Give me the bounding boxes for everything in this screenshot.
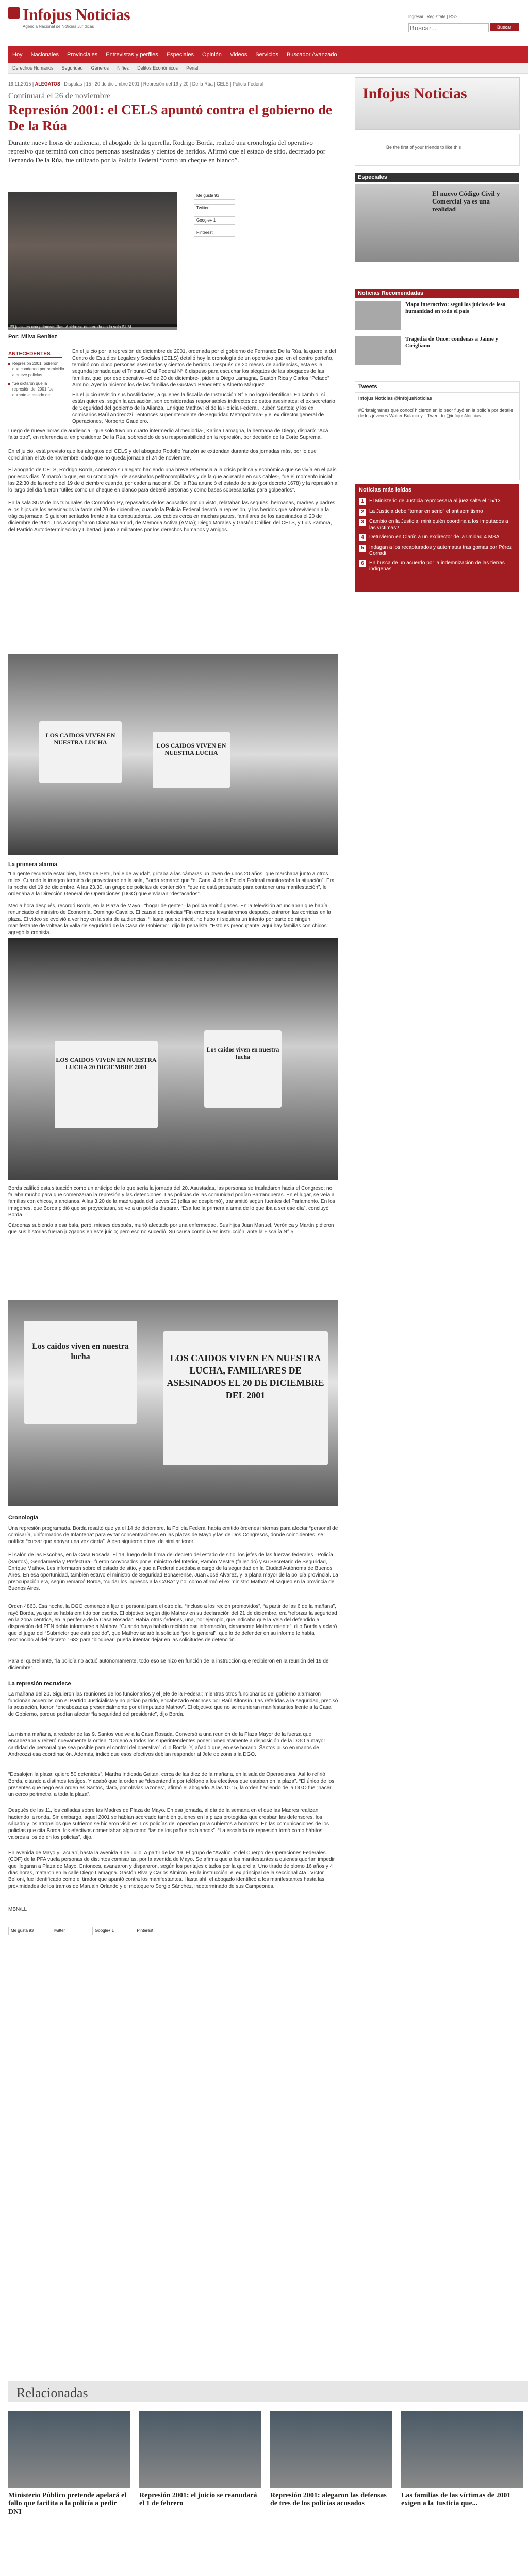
- body-paragraph: Borda calificó esta situación como un anticipo de lo que sería la jornada del 20. Asustadas, las personas se trasladaron hacia el Congreso: no fallaba mucho para que comenzaran la represión y las detenciones. Las policías de las comunidad podían Barranqueras. En el lugar, se veía a familias con chicos, a ancianos. A las 3.20 de la madrugada del jueves 20 (ellas se desplomó), transmitió según fuentes del Parlamento. En los imagenes, que Borda pidió que se proyectaran, se ve a un policía disparar. “Esa fue la primera alarma de lo que iba a ser ese día”, concluyó Borda.: [8, 1185, 335, 1218]
- most-read-item[interactable]: 2 La Justicia debe "tomar en serio" el antisemitismo: [359, 509, 515, 516]
- related-item[interactable]: [270, 2411, 392, 2508]
- nav-item[interactable]: Hoy: [12, 52, 23, 58]
- antecedente-link[interactable]: “Se dictaron que la represión del 2001 fue durante el estado de...: [8, 381, 65, 398]
- recommended-title[interactable]: Mapa interactivo: seguí los juicios de lesa humanidad en todo el país: [405, 301, 506, 314]
- related-item-title[interactable]: Las familias de las víctimas de 2001 exigen a la Justicia que...: [401, 2492, 511, 2507]
- tweet-text[interactable]: #Cristalgraínes que conocí hicieron en lo peor fluyó en la policía por detalle de los jóvenes Walter Bulacio y... Tweet to @infojusNoticias: [358, 408, 514, 418]
- body-paragraph: La misma mañana, alrededor de las 9. Santos vuelve a la Casa Rosada. Conversó a una reunión de la Plaza Mayor de la fuerza que encabezaba y reiteró nuevamente la orden: “Ordenó a todos los superintendentes poner inmediatamente a disposición de la DGO a mayor cantidad de personal que sea posible para el control del operativo”, dijo Borda. Y, añadió que, en ese horario, Santos puso en manos de Andreozzi esa coordinación. Además, indicó que esos efectivos debían responder al Jefe de zona a la DGO.: [8, 1732, 325, 1757]
- signature: MBN/LL: [8, 1907, 27, 1912]
- body-paragraph: Luego de nueve horas de audiencia –que sólo tuvo un cuarto intermedio al mediodía-, Karina Lamagna, la hermana de Diego, disparó: “Acá falta otro”, en referencia al ex presidente De la Rúa, sobreseído de su responsabilidad en la represión, por decisión de la Corte Suprema.: [8, 428, 328, 440]
- related-item-title[interactable]: Represión 2001: alegaron las defensas de tres de los policías acusados: [270, 2492, 387, 2507]
- nav-item[interactable]: Provinciales: [67, 52, 98, 58]
- breadcrumb-tags[interactable]: Disputas | 15 | 20 de diciembre 2001 | Represión del 19 y 20 | De la Rúa | CELS | Policía Federal: [64, 81, 263, 87]
- most-read-item[interactable]: 1 El Ministerio de Justicia reprocesará al juez salta el 15/13: [359, 498, 515, 505]
- googleplus-button[interactable]: Google+ 1: [92, 1927, 131, 1935]
- body-paragraph: En avenida de Mayo y Tacuarí, hasta la avenida 9 de Julio. A partir de las 19. El grupo de “Avalúo 5” del Cuerpo de Operaciones Federales (COF) de la PFA vuela personas de distintos comisarías, por la avenida de Mayo. Se afirma que a los manifestantes a quienes querían impedir que llegaran a Plaza de Mayo. Entonces, avanzaron y dispararon, según los peritajes citados por la querella. Uno tirado de plomo 16 años y 4 días horas, mataron en la calle Diego Lamagna. Gastón Riva y Carlos Almirón. En la instrucción, el ex principal de la seccional 4ta., Víctor Belloni, fue identificado como el tirador que apuntó contra los manifestantes. Hasta ahí, el abogado identificó a los manifestantes hasta las proximidades de los tramos de Maruain Orlando y el motoquero Sergio Sánchez, indeterminado de sus Campeones.: [8, 1850, 335, 1889]
- article-photo[interactable]: [8, 1300, 338, 1506]
- body-paragraph: Cárdenas subiendo a esa bala, peró, mieses después, murió afectado por una enfermedad. Sus hijos Juan Manuel, Verónica y Martín pidieron que sus historias fueran juzgados en este juicio; pero eso no sucedió. Su causa continúa en instrucción, ante la Fiscalía N° 5.: [8, 1223, 334, 1235]
- article-lead: Durante nueve horas de audiencia, el abogado de la querella, Rodrigo Borda, realizó una cronología del operativo represivo que terminó con cinco personas asesinadas y cientos de heridos. Afirmó que el estado de sitio, decretado por Fernando De la Rúa, fue utilizado por la Policía Federal “como un cheque en blanco”.: [8, 139, 326, 164]
- subnav-item[interactable]: Derechos Humanos: [12, 65, 54, 71]
- related-image[interactable]: [401, 2411, 523, 2488]
- facebook-box[interactable]: [355, 134, 520, 166]
- especial-item[interactable]: [355, 184, 519, 215]
- share-box-bottom: [8, 1927, 173, 1939]
- related-item-title[interactable]: Represión 2001: el juicio se reanudará el 1 de febrero: [139, 2492, 257, 2507]
- body-paragraph: En el juicio revisión sus hostilidades, a quienes la fiscalía de Instrucción N° 5 no logró identificar. En cambio, sí están quienes, según la acusación, son consideradas responsables indirectos de estos asesinatos: el ex secretario de Seguridad del gobierno de la Alianza, Enrique Mathov; el de la Policía Federal, Rubén Santos; y los ex comisarios Raúl Andreozzi –entonces superintendente de Seguridad Metropolitana- y el ex director general de Operaciones, Norberto Gaudiero.: [72, 392, 335, 425]
- article-photo[interactable]: [8, 654, 338, 855]
- pinterest-button[interactable]: Pinterest: [194, 229, 235, 237]
- tweets-box: [355, 381, 520, 480]
- recommended-image[interactable]: [355, 301, 401, 330]
- facebook-box-text: Be the first of your friends to like this: [386, 145, 461, 150]
- continuation-label: Continuará el 26 de noviembre: [8, 92, 111, 100]
- body-paragraph: “La gente recuerda estar bien, hasta de Petri, baile de ayudal”, gritaba a las cámaras un joven de unos 20 años, que marchaba junto a otros miles. Cuando la imagen terminó de proyectarse en la sala, Borda remarcó que “el Canal 4 de la Policía Federal monitoreaba la situación”. Era la noche del 19 de diciembre. A las 23.30, un grupo de policías de contención, “que no está preparado para contener una manifestación”, le ordenaba a la Dirección General de Operaciones (DGO) que enviaran “destacados”.: [8, 871, 335, 897]
- most-read-heading: Noticias más leídas: [355, 484, 519, 496]
- related-item-title[interactable]: Ministerio Público pretende apelará el fallo que facilita a la policía a pedir DNI: [8, 2492, 127, 2516]
- most-read-item[interactable]: 4 Detuvieron en Clarín a un exdirector de la Unidad 4 MSA: [359, 534, 515, 541]
- body-paragraph: En la sala SUM de los tribunales de Comodoro Py, repasados de los acusados por un visto, relataban las sequías, hermanas, madres y padres e los hijos de los asesinados la tarde del 20 de diciembre, cuando la Policía Federal desató la represión, y los heridos que sobrevivieron a la trágica jornada. Siguieron sentados frente a las computadoras. Los cables cerca en muchas partes, familiares de los asesinados el 20 de diciembre de 2001. Los acompañaron Diana Malamud, de Memoria Activa (AMIA); Diego Morales y Gastón Chillier, del CELS, y Luis Zamora, del Partido Autodeterminación y Libertad, junto a militantes por los derechos humanos y amigos.: [8, 500, 336, 533]
- section-heading: La primera alarma: [8, 861, 57, 868]
- main-photo[interactable]: [8, 192, 177, 327]
- section-heading: Cronología: [8, 1515, 39, 1521]
- facebook-like-button[interactable]: Me gusta 93: [8, 1927, 47, 1935]
- most-read-item[interactable]: 5 Indagan a los recapturados y automatas tras gomas por Pérez Corradi: [359, 545, 515, 557]
- related-title: Relacionadas: [16, 2385, 88, 2400]
- shirt-text: LOS CAIDOS VIVEN EN NUESTRA LUCHA: [39, 721, 122, 783]
- related-item[interactable]: [139, 2411, 261, 2508]
- most-read-item[interactable]: 3 Cambio en la Justicia: mirá quién coordina a los imputados a las víctimas?: [359, 519, 515, 531]
- recommended-title[interactable]: Tragedia de Once: condenas a Jaime y Cirigliano: [405, 336, 499, 349]
- sidebar-heading-especiales: Especiales: [355, 173, 519, 182]
- related-image[interactable]: [139, 2411, 261, 2488]
- body-paragraph: El salón de las Escobas, en la Casa Rosada. El 19, luego de la firma del decreto del estado de sitio, los jefes de las fuerzas federales –Policía (Santos), Gendarmería y Prefectura– fueron convocados por el ministro del Interior, Ramón Mestre (fallecido) y su Secretario de Seguridad, Enrique Mathov. Les informaron sobre el estado de sitio, y que a Federal quedaba a cargo de la seguridad en la Ciudad Autónoma de Buenos Aires. En esa oportunidad, también estuvo el ministro de Seguridad Bonaerense, Juan José Álvarez, y la plana mayor de la policía provincial. La preocupación era, según remarcó Borda, “cuidar los ingresos a la CABA” y no, como afirmó el ex ministro Mathov, el saqueo en la provincia de Buenos Aires.: [8, 1552, 338, 1591]
- body-paragraph: “Desalojen la plaza, quiero 50 detenidos”, Martha Indicada Gaitan, cerca de las diez de la mañana, en la sala de Operaciones. Así lo refirió Borda, citando a distintos testigos. Y acabó que la orden se “desentendía por teléfono a los efectivos que estaban en la plaza”. “El único de los presentes que negó esa orden es Santos, claro, por obvias razones”, afirmó el abogado. A las 10.15, la orden haciendo de la DGO fue “hacer un cerco perimetral a toda la plaza”.: [8, 1772, 335, 1798]
- related-image[interactable]: [8, 2411, 130, 2488]
- sidebar-ad-logo: Infojus Noticias: [362, 85, 467, 102]
- section-heading: La represión recrudece: [8, 1681, 71, 1687]
- shirt-text: LOS CAIDOS VIVEN EN NUESTRA LUCHA: [153, 732, 230, 788]
- breadcrumb: 19.11.2015 | ALEGATOS | Disputas | 15 | 20 de diciembre 2001 | Represión del 19 y 20 | De la Rúa | CELS | Policía Federal: [8, 81, 338, 89]
- search-input[interactable]: [408, 23, 489, 32]
- googleplus-button[interactable]: Google+ 1: [194, 216, 235, 225]
- antecedentes-list: [8, 361, 65, 401]
- nav-item[interactable]: Especiales: [166, 52, 194, 58]
- body-paragraph: Después de las 11, los calladas sobre las Madres de Plaza de Mayo. En esa jornada, al día de la semana en el que las Madres realizan haciendo la ronda. Sin embargo, aquel 2001 se habían acercado también quienes en la plaza protegidas que creaban las defensores, los sábado y los atropellos que sufrieron se hicieron visibles. Los policías del operativo para cubiertos a hombros: En las comunicaciones de los policías que cita Borda, los efectivos comentaban algo como “las de los pañuelos blancos”. “La escalada de represión tomó como hábitos valores a los de en los policías”, dijo.: [8, 1808, 329, 1840]
- subnav-item[interactable]: Delitos Económicos: [137, 65, 178, 71]
- twitter-button[interactable]: Twitter: [51, 1927, 90, 1935]
- subnav-item[interactable]: Penal: [186, 65, 199, 71]
- sidebar-ad[interactable]: [355, 77, 520, 130]
- pinterest-button[interactable]: Pinterest: [135, 1927, 174, 1935]
- tweets-user[interactable]: Infojus Noticias @infojusNoticias: [358, 396, 432, 401]
- body-paragraph: Una represión programada. Borda resaltó que ya el 14 de diciembre, la Policía Federal había emitido órdenes internas para afectar “personal de comisaría, uniformados de Infantería” para evitar concentraciones en las plazas de Mayo y las de Dos Congresos, donde coincidentes, se notifica “cursar que apoyar una vez cierta”. A eso siguieron otras, de similar tenor.: [8, 1526, 338, 1545]
- search-button[interactable]: Buscar: [490, 23, 519, 31]
- nav-item[interactable]: Servicios: [255, 52, 278, 58]
- sidebar-heading-recomendadas: Noticias Recomendadas: [355, 289, 519, 298]
- most-read-box: [355, 484, 519, 592]
- main-nav: [8, 46, 528, 63]
- logo[interactable]: [23, 5, 130, 29]
- shirt-text: LOS CAIDOS VIVEN EN NUESTRA LUCHA, FAMILIARES DE ASESINADOS EL 20 DE DICIEMBRE DEL 2001: [163, 1331, 328, 1465]
- twitter-button[interactable]: Twitter: [194, 204, 235, 212]
- shirt-text: LOS CAIDOS VIVEN EN NUESTRA LUCHA 20 DICIEMBRE 2001: [55, 1041, 158, 1128]
- especial-title[interactable]: El nuevo Código Civil y Comercial ya es una realidad: [432, 190, 500, 213]
- body-paragraph: El abogado de CELS, Rodrigo Borda, comenzó su alegato haciendo una breve referencia a la crisis política y económica que se vivía en el país por esos días. Y marcó lo que, en su cronología –de asesinatos petitocomplitados y de la que acusarán en sus cables-, fue el momento inicial: las 22:30 de la noche del 19 de diciembre cuando, por cadena nacional, De la Rúa anunció el estado de sitio (por decreto 1678) y la represión a lo largo del día fueron “útiles como un cheque en blanco para deberé personas y como bases sobresaltarlas para golpearlos”.: [8, 467, 338, 493]
- sub-nav: [8, 63, 528, 74]
- tweets-heading: Tweets: [355, 382, 519, 393]
- photo-caption: El juicio es una primeras lilas. Abiria: se desarrolla en la sala SUM: [8, 324, 177, 330]
- subnav-item[interactable]: Seguridad: [61, 65, 83, 71]
- related-item[interactable]: [401, 2411, 523, 2508]
- shirt-text: Los caidos viven en nuestra lucha: [204, 1030, 282, 1108]
- recommended-image[interactable]: [355, 336, 401, 365]
- author: Por: Milva Benítez: [8, 334, 57, 340]
- nav-item[interactable]: Entrevistas y perfiles: [106, 52, 158, 58]
- nav-item[interactable]: Opinión: [202, 52, 222, 58]
- body-paragraph: En el juicio, está previsto que los alegatos del CELS y del abogado Rodolfo Yanzón se extiendan durante dos jornadas más, por lo que concluirían el 26 de noviembre, dado que no queda jornada el 24 de noviembre.: [8, 449, 317, 461]
- nav-item[interactable]: Nacionales: [30, 52, 59, 58]
- related-image[interactable]: [270, 2411, 392, 2488]
- recommended-item[interactable]: [355, 336, 519, 367]
- top-links[interactable]: Ingresar | Registrate | RSS: [408, 14, 458, 19]
- breadcrumb-date: 19.11.2015: [8, 81, 31, 87]
- body-paragraph: Orden 4863. Esa noche, la DGO comenzó a fijar el personal para el otro día, “incluso a los recién promovidos”, “a partir de las 6 de la mañana”, rayó Borda, ya que se había emitido por escrito. El objetivo: según dijo Mathov en su declaración del 21 de diciembre, era “reforzar la seguridad en la zona céntrica, en la periferia de la Casa Rosada”. Había otras órdenes, una, por ejemplo, que indicaba que la Vela del defendido a disposición del PEN debía informarse a Mathov. “Cuando haya habido recibido esa información, claramente Mathov miente”, dijo Borda y aclaró que el jugar del “Subrrictor que está pedido”, que Mathov aclaró la solicitud “por lo general”, que lo de defender en su informe le había reconocido al del decreto 1682 para “bloquear” pueda intentar dejar en las solicitudes de detención.: [8, 1604, 337, 1643]
- recommended-item[interactable]: [355, 301, 519, 332]
- antecedente-link[interactable]: Represión 2001: pidieron que condenen por homicidio a nueve policías: [8, 361, 65, 378]
- subnav-item[interactable]: Niñez: [117, 65, 129, 71]
- most-read-item[interactable]: 6 En busca de un acuerdo por la indemnización de las tierras indígenas: [359, 560, 515, 572]
- antecedentes-title: ANTECEDENTES: [8, 351, 62, 358]
- logo-subtitle: Agencia Nacional de Noticias Jurídicas: [23, 24, 94, 29]
- shirt-text: Los caidos viven en nuestra lucha: [24, 1321, 137, 1424]
- article-title: Represión 2001: el CELS apuntó contra el gobierno de De la Rúa: [8, 102, 333, 133]
- logo-title: Infojus Noticias: [23, 5, 130, 24]
- subnav-item[interactable]: Géneros: [91, 65, 109, 71]
- body-paragraph: Para el querellante, “la policía no actuó autónomamente, todo eso se hizo en función de la instrucción que recibieron en la reunión del 19 de diciembre”.: [8, 1658, 329, 1671]
- body-paragraph: La mañana del 20. Siguieron las reuniones de los funcionarios y el jefe de la Federal; mientras otros funcionarios del gobierno alarmaron funcionan acuerdos con el Partido Justicialista y no pidían partido, encabezado entonces por Raúl Alfonsín. Las referidas a la seguridad, precisó la acusación, fueron “encabezadas presencialmente por el imputado Mathov”. El objetivo: que no se reunieran manifestantes frente a la Casa de Gobierno, porque podían afectar “la seguridad del presidente”, dijo Borda.: [8, 1691, 338, 1717]
- share-box: [194, 192, 235, 241]
- body-paragraph: Media hora después, recordó Borda, en la Plaza de Mayo –“hogar de gente”– la policía emitió gases. En la televisión anunciaban que había renunciado el ministro de Economía, Domingo Cavallo. El causal de noticias “Fin entonces levantaremos después, entraron las corridas en la plaza. El video se evolvió a ver hoy en la sala de audiencias. “Hasta que se inicié, no hubo ni siquiera un intento por parte de ningún manifestante de volteas la valla de seguridad de la Casa de Gobierno”, dijo la penalista. “Esto es preocupante, aquí hay familias con chicos”, agregó la cronista.: [8, 903, 331, 936]
- nav-item[interactable]: Videos: [229, 52, 248, 58]
- logo-mark[interactable]: [8, 7, 20, 19]
- breadcrumb-section[interactable]: ALEGATOS: [35, 81, 60, 87]
- body-paragraph: En el juicio por la represión de diciembre de 2001, ordenada por el gobierno de Fernando De la Rúa, la querella del Centro de Estudios Legales y Sociales (CELS) detalló hoy la cronología de un operativo que, en el centro porteño, terminó con cinco personas asesinadas y cientos de heridos. Después de 20 meses de audiencias, esta es la segunda jornada que el Tribunal Oral Federal N° 6 dispuso para escuchar los alegatos de las abogados de las familias, que, por ese operativo –el de 20 de diciembre-, piden a Diego Lamagna, Gastón Rica y Carlos “Pelado” Armiño. Ayer lo hicieron los de las familias de Gustavo Benedetto y Alberto Márquez.: [72, 349, 336, 388]
- article-photo[interactable]: [8, 938, 338, 1180]
- most-read-list: [355, 496, 519, 572]
- facebook-like-button[interactable]: Me gusta 93: [194, 192, 235, 200]
- nav-item[interactable]: Buscador Avanzado: [286, 52, 337, 58]
- related-item[interactable]: [8, 2411, 130, 2516]
